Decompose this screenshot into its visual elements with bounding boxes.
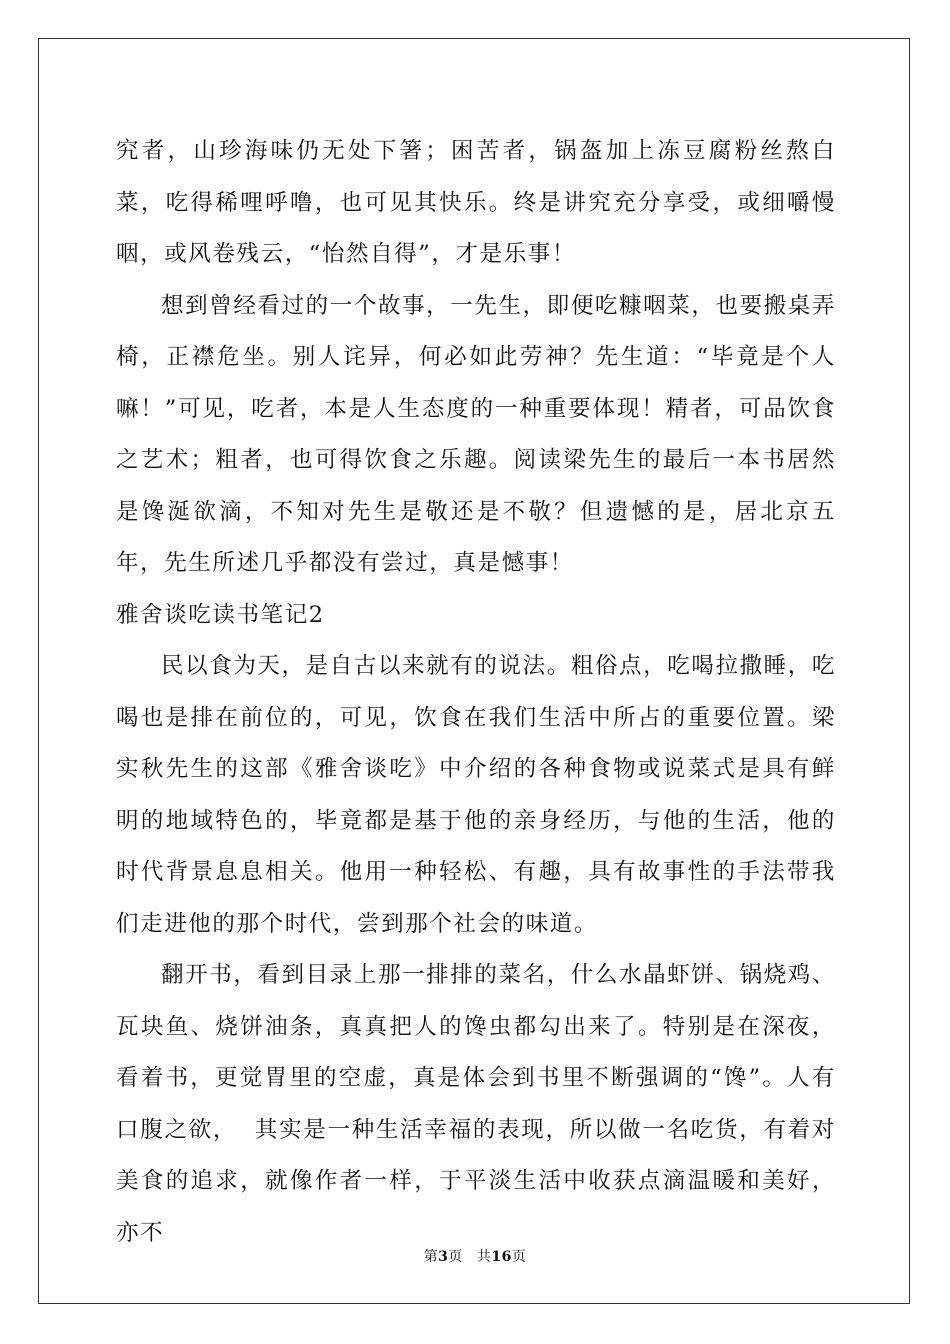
footer-total-prefix: 共	[476, 1249, 492, 1265]
paragraph-story: 想到曾经看过的一个故事，一先生，即便吃糠咽菜，也要搬桌弄椅，正襟危坐。别人诧异，何必如此劳神？先生道：“毕竟是个人嘛！”可见，吃者，本是人生态度的一种重要体现！精者，可品饮食之艺术；粗者，也可得饮食之乐趣。阅读梁先生的最后一本书居然是馋涎欲滴，不知对先生是敬还是不敬？但遗憾的是，居北京五年，先生所述几乎都没有尝过，真是憾事！	[116, 292, 836, 576]
section-heading: 雅舍谈吃读书笔记2	[116, 601, 325, 628]
footer-page-number: 3	[438, 1249, 449, 1265]
paragraph-continuation: 究者，山珍海味仍无处下箸；困苦者，锅盔加上冻豆腐粉丝熬白菜，吃得稀哩呼噜，也可见其快乐。终是讲究充分享受，或细嚼慢咽，或风卷残云，“怡然自得”，才是乐事！	[116, 138, 836, 267]
page-footer	[0, 1246, 950, 1266]
footer-total-unit: 页	[511, 1249, 527, 1265]
paragraph-menu: 翻开书，看到目录上那一排排的菜名，什么水晶虾饼、锅烧鸡、瓦块鱼、烧饼油条，真真把人的馋虫都勾出来了。特别是在深夜，看着书，更觉胃里的空虚，真是体会到书里不断强调的“馋”。人有口腹之欲， 其实是一种生活幸福的表现，所以做一名吃货，有着对美食的追求，就像作者一样，于平淡生活中收获点滴温暖和美好，亦不	[116, 962, 836, 1246]
footer-prefix: 第	[423, 1249, 439, 1265]
paragraph-intro: 民以食为天，是自古以来就有的说法。粗俗点，吃喝拉撒睡，吃喝也是排在前位的，可见，饮食在我们生活中所占的重要位置。梁实秋先生的这部《雅舍谈吃》中介绍的各种食物或说菜式是具有鲜明的地域特色的，毕竟都是基于他的亲身经历，与他的生活，他的时代背景息息相关。他用一种轻松、有趣，具有故事性的手法带我们走进他的那个时代，尝到那个社会的味道。	[116, 653, 836, 937]
footer-total-pages: 16	[491, 1249, 512, 1265]
document-body	[116, 126, 836, 1259]
footer-page-unit: 页	[448, 1249, 463, 1265]
